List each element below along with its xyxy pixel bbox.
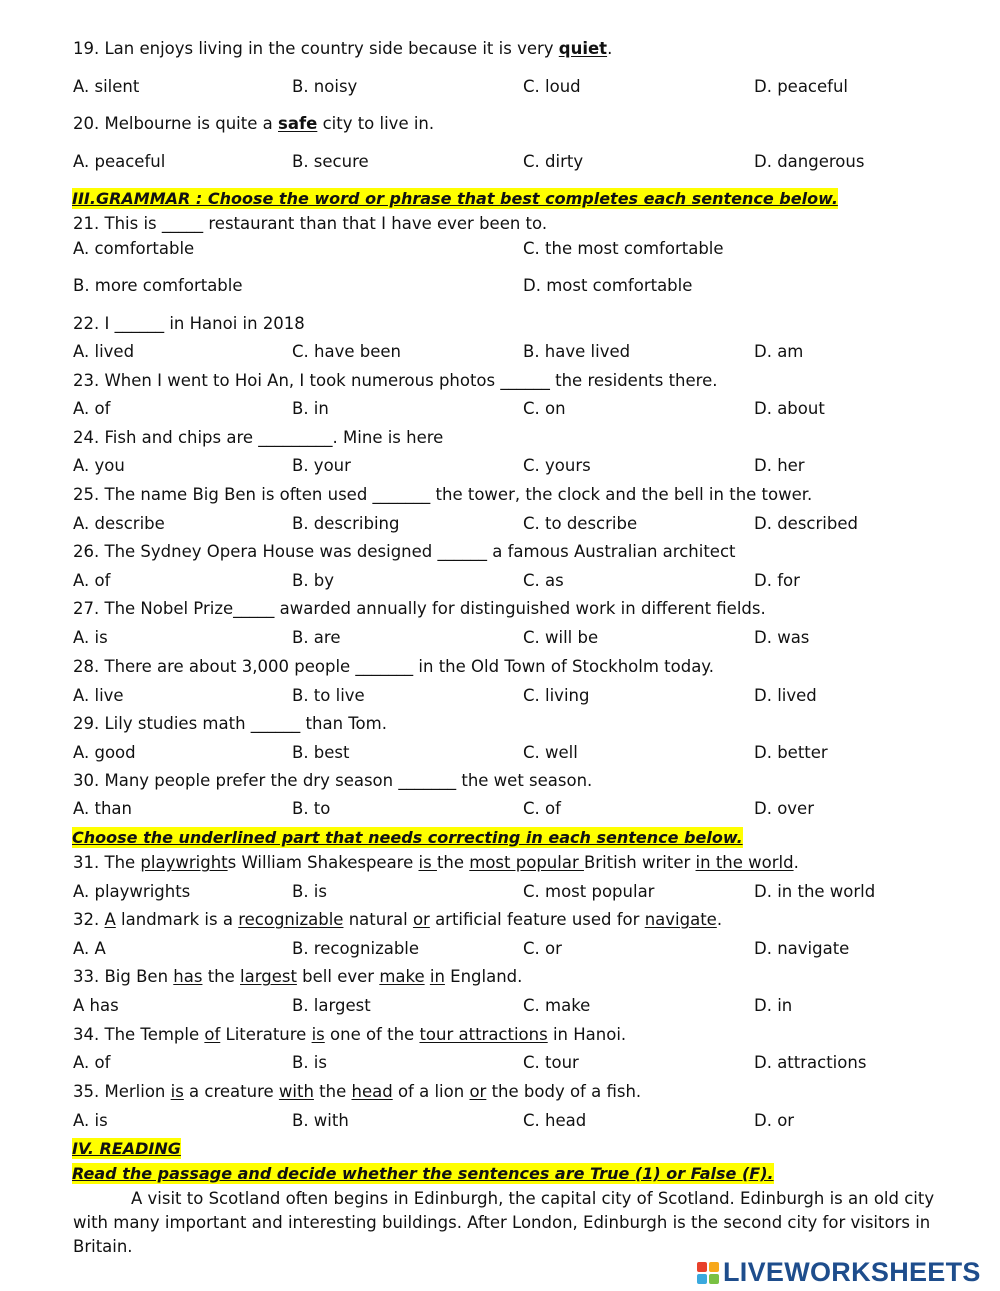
passage-paragraph: A visit to Scotland often begins in Edinburgh, the capital city of Scotland. Edinburgh is an old city with many important and interesting buildings. After London, Edinburgh is the second city for visitors in Britain. bbox=[73, 1189, 935, 1256]
option-c: C. living bbox=[523, 686, 590, 705]
option-b: B. largest bbox=[292, 996, 371, 1015]
option-d: D. in the world bbox=[754, 882, 876, 901]
underlined-part-d: navigate bbox=[644, 910, 717, 929]
underlined-part-c: head bbox=[351, 1082, 393, 1101]
underlined-part-b: with bbox=[278, 1082, 314, 1101]
logo-square bbox=[709, 1274, 719, 1284]
option-d: D. for bbox=[754, 571, 800, 590]
option-c: C. the most comfortable bbox=[523, 239, 724, 258]
option-d: D. was bbox=[754, 628, 810, 647]
option-a: A. of bbox=[73, 1053, 111, 1072]
option-a: A. live bbox=[73, 686, 124, 705]
logo-icon bbox=[697, 1262, 719, 1284]
reading-heading: IV. READING bbox=[72, 1139, 181, 1158]
option-d: D. peaceful bbox=[754, 77, 849, 96]
question-20: 20. Melbourne is quite a safe city to live in. bbox=[73, 114, 435, 133]
option-d: D. attractions bbox=[754, 1053, 867, 1072]
underlined-part-d: or bbox=[469, 1082, 487, 1101]
logo-square bbox=[709, 1262, 719, 1272]
option-d: D. about bbox=[754, 399, 825, 418]
option-b: B. secure bbox=[292, 152, 369, 171]
question-24: 24. Fish and chips are _________. Mine is here bbox=[73, 428, 444, 447]
question-29: 29. Lily studies math ______ than Tom. bbox=[73, 714, 387, 733]
question-32: 32. A landmark is a recognizable natural or artificial feature used for navigate. bbox=[73, 910, 723, 929]
option-a: A. lived bbox=[73, 342, 135, 361]
option-c: C. tour bbox=[523, 1053, 579, 1072]
question-28: 28. There are about 3,000 people _______ in the Old Town of Stockholm today. bbox=[73, 657, 714, 676]
option-b: B. is bbox=[292, 882, 327, 901]
option-c: C. yours bbox=[523, 456, 591, 475]
option-a: A. than bbox=[73, 799, 132, 818]
option-a: A. of bbox=[73, 571, 111, 590]
option-d: D. in bbox=[754, 996, 793, 1015]
option-c: C. loud bbox=[523, 77, 581, 96]
option-a: A. is bbox=[73, 628, 108, 647]
logo-text: LIVEWORKSHEETS bbox=[723, 1257, 981, 1287]
option-d: D. over bbox=[754, 799, 814, 818]
option-b: B. more comfortable bbox=[73, 276, 243, 295]
question-19: 19. Lan enjoys living in the country side because it is very quiet. bbox=[73, 39, 613, 58]
option-b: B. describing bbox=[292, 514, 400, 533]
option-b: B. are bbox=[292, 628, 341, 647]
question-21: 21. This is _____ restaurant than that I have ever been to. bbox=[73, 214, 548, 233]
underlined-part-c: tour attractions bbox=[419, 1025, 548, 1044]
question-27: 27. The Nobel Prize_____ awarded annually for distinguished work in different fields. bbox=[73, 599, 766, 618]
option-c: C. make bbox=[523, 996, 591, 1015]
option-c: C. most popular bbox=[523, 882, 655, 901]
option-b: B. noisy bbox=[292, 77, 358, 96]
option-a: A. good bbox=[73, 743, 136, 762]
option-c: C. as bbox=[523, 571, 564, 590]
question-22: 22. I ______ in Hanoi in 2018 bbox=[73, 314, 305, 333]
question-23: 23. When I went to Hoi An, I took numerous photos ______ the residents there. bbox=[73, 371, 718, 390]
option-c: C. or bbox=[523, 939, 562, 958]
option-b: B. by bbox=[292, 571, 335, 590]
option-c: C. well bbox=[523, 743, 578, 762]
option-a: A has bbox=[73, 996, 119, 1015]
option-a: A. A bbox=[73, 939, 106, 958]
option-a: A. of bbox=[73, 399, 111, 418]
option-c: C. will be bbox=[523, 628, 599, 647]
underlined-part-d: in bbox=[429, 967, 445, 986]
option-a: A. comfortable bbox=[73, 239, 195, 258]
option-a: A. silent bbox=[73, 77, 140, 96]
question-26: 26. The Sydney Opera House was designed ______ a famous Australian architect bbox=[73, 542, 736, 561]
underlined-part-d: in the world bbox=[695, 853, 794, 872]
option-c: B. have lived bbox=[523, 342, 631, 361]
underlined-part-c: or bbox=[412, 910, 430, 929]
option-d: D. am bbox=[754, 342, 804, 361]
underlined-part-a: has bbox=[173, 967, 203, 986]
question-33: 33. Big Ben has the largest bell ever make in England. bbox=[73, 967, 523, 986]
liveworksheets-logo bbox=[697, 1257, 981, 1288]
option-a: A. peaceful bbox=[73, 152, 166, 171]
option-d: D. dangerous bbox=[754, 152, 865, 171]
underlined-part-a: A bbox=[104, 910, 116, 929]
grammar-heading: III.GRAMMAR : Choose the word or phrase that best completes each sentence below. bbox=[72, 189, 838, 208]
option-a: A. playwrights bbox=[73, 882, 191, 901]
option-b: B. is bbox=[292, 1053, 327, 1072]
option-b: B. with bbox=[292, 1111, 349, 1130]
option-d: D. most comfortable bbox=[523, 276, 693, 295]
option-c: C. on bbox=[523, 399, 566, 418]
question-30: 30. Many people prefer the dry season _______ the wet season. bbox=[73, 771, 593, 790]
question-31: 31. The playwrights William Shakespeare is the most popular British writer in the world. bbox=[73, 853, 799, 872]
key-word: quiet bbox=[558, 39, 608, 58]
option-d: D. navigate bbox=[754, 939, 850, 958]
question-25: 25. The name Big Ben is often used _______ the tower, the clock and the bell in the tower. bbox=[73, 485, 813, 504]
underlined-part-a: playwright bbox=[140, 853, 228, 872]
option-b: B. best bbox=[292, 743, 350, 762]
underlined-part-b: is bbox=[311, 1025, 325, 1044]
key-word: safe bbox=[278, 114, 318, 133]
reading-instruction: Read the passage and decide whether the sentences are True (1) or False (F). bbox=[72, 1164, 774, 1183]
option-d: D. described bbox=[754, 514, 858, 533]
underlined-part-b: is bbox=[418, 853, 437, 872]
option-b: B. your bbox=[292, 456, 351, 475]
option-a: A. is bbox=[73, 1111, 108, 1130]
option-c: C. dirty bbox=[523, 152, 584, 171]
reading-passage bbox=[73, 1187, 973, 1259]
logo-square bbox=[697, 1274, 707, 1284]
option-d: D. her bbox=[754, 456, 805, 475]
option-d: D. lived bbox=[754, 686, 817, 705]
underlined-part-a: is bbox=[170, 1082, 184, 1101]
option-c: C. to describe bbox=[523, 514, 638, 533]
option-b: C. have been bbox=[292, 342, 401, 361]
question-34: 34. The Temple of Literature is one of the tour attractions in Hanoi. bbox=[73, 1025, 627, 1044]
option-b: B. in bbox=[292, 399, 329, 418]
underlined-part-b: largest bbox=[240, 967, 297, 986]
option-d: D. better bbox=[754, 743, 828, 762]
question-text: 20. Melbourne is quite a bbox=[73, 114, 278, 133]
option-b: B. to bbox=[292, 799, 331, 818]
option-d: D. or bbox=[754, 1111, 795, 1130]
question-35: 35. Merlion is a creature with the head of a lion or the body of a fish. bbox=[73, 1082, 642, 1101]
option-b: B. recognizable bbox=[292, 939, 420, 958]
option-a: A. you bbox=[73, 456, 125, 475]
option-b: B. to live bbox=[292, 686, 365, 705]
logo-square bbox=[697, 1262, 707, 1272]
question-text: 19. Lan enjoys living in the country side because it is very bbox=[73, 39, 559, 58]
underlined-part-c: most popular bbox=[469, 853, 584, 872]
underlined-part-b: recognizable bbox=[238, 910, 344, 929]
error-identification-heading: Choose the underlined part that needs correcting in each sentence below. bbox=[72, 828, 743, 847]
option-a: A. describe bbox=[73, 514, 165, 533]
underlined-part-a: of bbox=[204, 1025, 221, 1044]
option-c: C. of bbox=[523, 799, 561, 818]
option-c: C. head bbox=[523, 1111, 587, 1130]
underlined-part-c: make bbox=[379, 967, 425, 986]
